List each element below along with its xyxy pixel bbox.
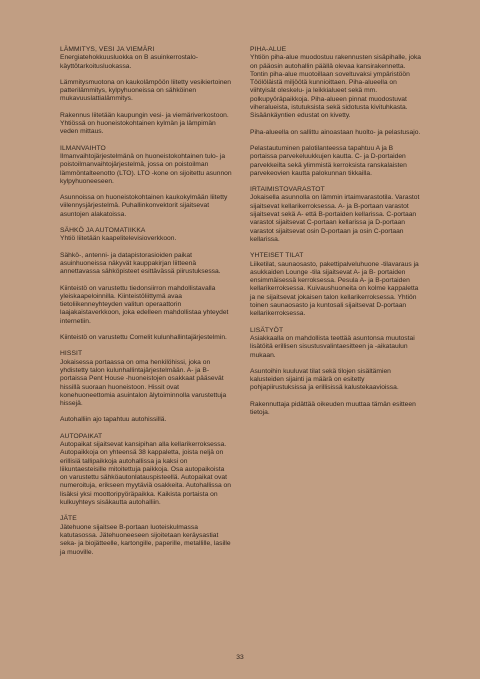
section-heading: YHTEISET TILAT	[250, 252, 304, 260]
disclaimer-text: Rakennuttaja pidättää oikeuden muuttaa tämän esitteen tietoja.	[250, 400, 416, 416]
paragraph: Asunnoissa on huoneistokohtainen kaukokylmään liitetty viilennysjärjestelmä. Puhallinkonvektorit sijaitsevat asuntojen alakatoissa.	[60, 194, 228, 218]
section-common-spaces	[250, 252, 422, 318]
paragraph: Asuntoihin kuuluvat tilat sekä tilojen sisältämien kalusteiden sijainti ja määrä on esitetty pohjapiirustuksissa ja erillisissä kalustekaavioissa.	[250, 367, 399, 392]
section-heading: PIHA-ALUE	[250, 46, 287, 53]
paragraph: Autohalliin ajo tapahtuu autohissillä.	[60, 416, 167, 424]
section-heading: JÄTE	[60, 515, 77, 523]
paragraph: Jokaisessa portaassa on oma henkilöhissi, joka on yhdistetty talon kulunhallintajärjestelmään. A- ja B-portaissa Pent House -huoneistojen osakkaat pääsevät hissillä suoraan huoneistoon. Hissit ovat konehuoneettomia asuintalon älytoiminnolla varustettuja hissejä.	[60, 358, 227, 408]
section-electricity	[60, 227, 232, 342]
page-number: 33	[236, 654, 244, 661]
section-heading: LISÄTYÖT	[250, 326, 284, 334]
section-heading: SÄHKÖ JA AUTOMATIIKKA	[60, 227, 146, 235]
section-extra-work	[250, 327, 422, 393]
paragraph: Yhtiön piha-alue muodostuu rakennusten sisäpihalle, joka on pääosin autohallin päällä olevaa kansirakennetta. Tontin piha-alue muotoillaan soveltuvaksi ympäristöön Töölöläistä miljöötä kunnioittaen. Piha-alueella on viihtyisät oleskelu- ja leikkialueet sekä mm. polkupyöräpaikkoja. Piha-alueen pinnat muodostuvat viheralueista, istutuksista sekä sidotusta kivituhkasta. Sisäänkäyntien edustat on kivetty.	[250, 54, 422, 120]
paragraph: Autopaikat sijaitsevat kansipihan alla kellarikerroksessa. Autopaikkoja on yhteensä 38 kappaletta, joista neljä on erillisiä tallipaikkoja autohallissa ja kaksi on liikuntaesteisille mitoitettuja paikkoja. Osa autopaikoista on varustettu sähköautonlatauspisteellä. Autopaikat ovat numeroituja, erikseen myytäviä osakkeita. Autohallissa on lisäksi yksi moottoripyöräpaikka. Kaikista portaista on kulkuyhteys sisäkautta autohalliin.	[60, 440, 231, 507]
section-heading: ILMANVAIHTO	[60, 144, 106, 152]
section-heading: LÄMMITYS, VESI JA VIEMÄRI	[60, 46, 155, 53]
section-waste	[60, 515, 232, 556]
section-heading: AUTOPAIKAT	[60, 432, 103, 440]
paragraph: Rakennus liitetään kaupungin vesi- ja viemäriverkostoon. Yhtiössä on huoneistokohtainen kylmän ja lämpimän veden mittaus.	[60, 111, 229, 136]
section-elevators	[60, 350, 232, 424]
paragraph: Pelastautuminen palotilanteessa tapahtuu A ja B portaissa parvekeluukkujen kautta. C- ja D-portaiden parvekkeilta sekä ylimmistä kerroksista ranskalaisten parvekeovien kautta palokunnan tikkailla.	[250, 144, 407, 177]
paragraph: Kiinteistö on varustettu Comelit kulunhallintajärjestelmin.	[60, 334, 227, 342]
paragraph: Jokaisella asunnolla on lämmin irtaimvarastotila. Varastot sijaitsevat kellarikerroksessa. A- ja B-portaan varastot sijaitsevat sekä A- että B-portaiden kellarissa. C-portaan varastot sijaitsevat C-portaan kellarissa ja D-portaan varastot sijaitsevat osin D-portaan ja osin C-portaan kellarissa.	[250, 194, 420, 243]
left-column	[60, 46, 232, 565]
section-parking	[60, 433, 232, 508]
section-heading: IRTAIMISTOVARASTOT	[250, 186, 325, 194]
paragraph: Ilmanvaihtojärjestelmänä on huoneistokohtainen tulo- ja poistoilmanvaihtojärjestelmä, jossa on poistoilman lämmöntalteenotto (LTO). LTO -kone on sijoitettu asunnon kylpyhuoneeseen.	[60, 152, 232, 185]
section-heading: HISSIT	[60, 350, 83, 358]
paragraph: Energiatehokkuusluokka on B asuinkerrostalo-käyttötarkoitusluokassa.	[60, 54, 198, 70]
paragraph: Asiakkaalla on mahdollista teettää asuntonsa muutostai lisätöitä erillisen sisustusvalintaesitteen ja -aikataulun mukaan.	[250, 334, 415, 359]
section-storage	[250, 186, 422, 244]
paragraph: Yhtiö liitetään kaapelitelevisioverkkoon.	[60, 235, 177, 243]
paragraph: Sähkö-, antenni- ja datapistorasioiden paikat asuinhuoneissa näkyvät kauppakirjan liitteenä annettavassa sähköpisteet esittävässä piirustuksessa.	[60, 251, 221, 276]
section-heating	[60, 46, 232, 137]
paragraph: Piha-alueella on sallittu ainoastaan huolto- ja pelastusajo.	[250, 128, 421, 136]
paragraph: Jätehuone sijaitsee B-portaan luoteiskulmassa katutasossa. Jätehuoneeseen sijoitetaan keräysastiat seka- ja biojätteelle, kartongille, paperille, metallille, lasille ja muoville.	[60, 523, 231, 556]
section-ventilation	[60, 145, 232, 219]
paragraph: Kiinteistö on varustettu tiedonsiirron mahdollistavalla yleiskaapeloinnilla. Kiinteistöliittymä avaa tietoliikenneyhteyden valitun operaattorin laajakaistaverkkoon, joka edelleen mahdollistaa yhteydet internetiin.	[60, 284, 229, 325]
section-disclaimer	[250, 401, 422, 418]
right-column	[250, 46, 422, 425]
paragraph: Lämmitysmuotona on kaukolämpöön liitetty vesikiertoinen patterilämmitys, kylpyhuoneissa on sähköinen mukavuuslattialämmitys.	[60, 78, 231, 103]
section-yard	[250, 46, 422, 178]
paragraph: Liiketilat, saunaosasto, pakettipalveluhuone -tilavaraus ja asukkaiden Lounge -tila sijaitsevat A- ja B- portaiden ensimmäisessä kerroksessa. Pesula A- ja B-portaiden kellarikerroksessa. Kuivaushuoneita on kolme kappaletta ja ne sijaitsevat jokaisen talon kellarikerroksessa. Yhtiön toinen saunaosasto ja kuntosali sijaitsevat D-portaan kellarikerroksessa.	[250, 260, 419, 318]
